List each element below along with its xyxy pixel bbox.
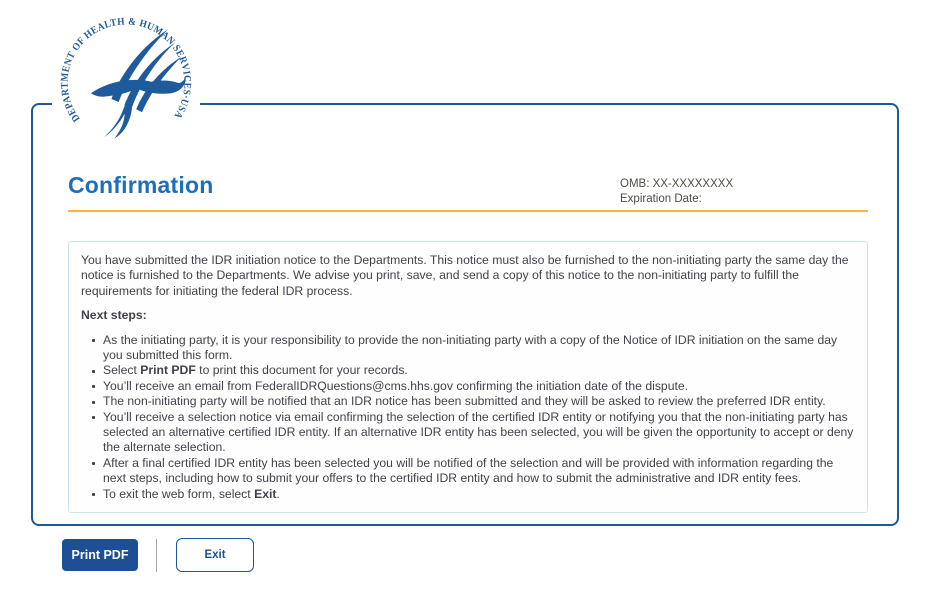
- section-divider: [68, 210, 868, 212]
- hhs-eagle-icon: [91, 29, 186, 139]
- hhs-seal-icon: [53, 10, 199, 156]
- svg-text:DEPARTMENT OF HEALTH & HUMAN S: DEPARTMENT OF HEALTH & HUMAN SERVICES·USA: [59, 16, 193, 124]
- page-title: Confirmation: [68, 172, 214, 198]
- print-pdf-button[interactable]: Print PDF: [62, 539, 138, 571]
- confirmation-message-box: [68, 241, 868, 513]
- list-item: The non-initiating party will be notified that an IDR notice has been submitted and they will be asked to review the preferred IDR entity.: [90, 394, 855, 409]
- next-steps-heading: Next steps:: [81, 308, 147, 323]
- intro-paragraph: You have submitted the IDR initiation notice to the Departments. This notice must also be furnished to the non-initiating party the same day the notice is furnished to the Departments. We advise you print, save, and send a copy of this notice to the non-initiating party to fulfill the requirements for initiating the federal IDR process.: [81, 253, 849, 298]
- list-item: As the initiating party, it is your responsibility to provide the non-initiating party with a copy of the Notice of IDR initiation on the same day you submitted this form.: [90, 333, 855, 364]
- list-item: Select Print PDF to print this document for your records.: [90, 363, 855, 378]
- expiration-date-label: Expiration Date:: [620, 193, 702, 205]
- omb-block: [620, 177, 733, 207]
- list-item: To exit the web form, select Exit.: [90, 487, 855, 502]
- next-steps-list: [81, 333, 855, 502]
- button-divider: [156, 539, 157, 572]
- hhs-logo: [52, 8, 200, 158]
- omb-number: OMB: XX-XXXXXXXX: [620, 178, 734, 190]
- list-item: You’ll receive a selection notice via email confirming the selection of the certified IDR entity or notifying you that the non-initiating party has selected an alternative certified IDR entity. If an alternative IDR entity has been selected, you will be given the opportunity to accept or deny the alternate selection.: [90, 410, 855, 456]
- exit-button[interactable]: Exit: [176, 538, 254, 572]
- list-item: After a final certified IDR entity has been selected you will be notified of the selection and will be provided with information regarding the next steps, including how to submit your offers to the certified IDR entity and how to submit the administrative and IDR entity fees.: [90, 456, 855, 487]
- list-item: You’ll receive an email from FederalIDRQuestions@cms.hhs.gov confirming the initiation date of the dispute.: [90, 379, 855, 394]
